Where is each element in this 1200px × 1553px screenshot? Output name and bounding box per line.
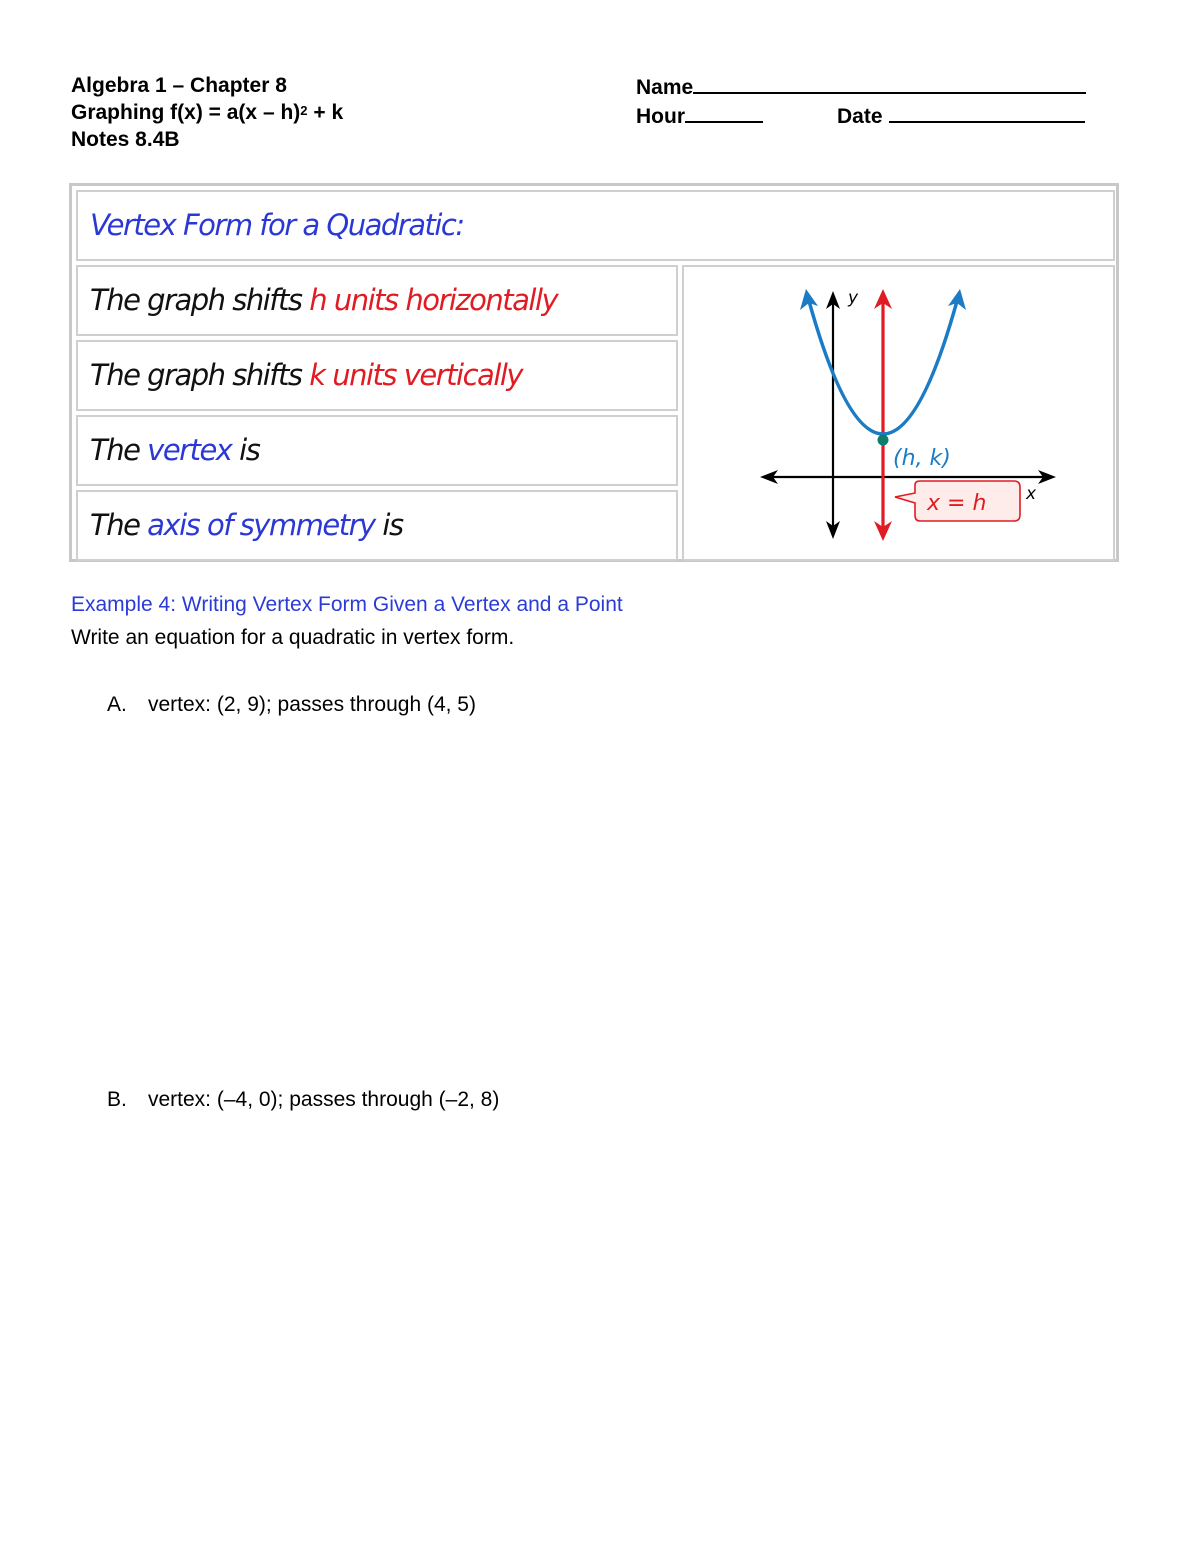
notes-row-vertex: The vertex is	[76, 415, 678, 486]
name-blank[interactable]	[693, 72, 1086, 94]
date-blank[interactable]	[889, 101, 1085, 123]
name-row	[636, 72, 1086, 101]
notes-id: Notes 8.4B	[71, 128, 180, 151]
graph-cell	[682, 265, 1115, 561]
problem-letter: B.	[107, 1088, 127, 1111]
notes-title-cell	[76, 190, 1115, 261]
vertex-form-notes-table	[69, 183, 1119, 562]
example-instruction: Write an equation for a quadratic in vertex form.	[71, 626, 515, 649]
notes-title: Vertex Form for a Quadratic:	[90, 208, 464, 242]
axis-of-symmetry-label: x = h	[927, 491, 987, 516]
course-title: Algebra 1 – Chapter 8	[71, 74, 287, 97]
name-label: Name	[636, 76, 694, 99]
hour-label: Hour	[636, 105, 685, 128]
vertex-point	[878, 435, 889, 446]
hour-date-row	[636, 101, 1086, 130]
y-axis-label: y	[848, 288, 859, 308]
problem-text: vertex: (2, 9); passes through (4, 5)	[148, 693, 476, 716]
problem-text: vertex: (–4, 0); passes through (–2, 8)	[148, 1088, 500, 1111]
vertex-form-graph	[684, 267, 1113, 559]
axis-label-callout	[895, 481, 1020, 521]
problem-letter: A.	[107, 693, 127, 716]
highlight-vertical: k units vertically	[309, 358, 523, 392]
highlight-vertex: vertex	[147, 433, 232, 467]
problem-a	[107, 693, 476, 717]
problem-b	[107, 1088, 499, 1112]
vertex-label: (h, k)	[893, 446, 951, 471]
student-info	[636, 72, 1086, 130]
x-axis-label: x	[1026, 484, 1037, 504]
date-label: Date	[837, 105, 883, 128]
highlight-horizontal: h units horizontally	[309, 283, 558, 317]
notes-row-vertical: The graph shifts k units vertically	[76, 340, 678, 411]
example-title: Example 4: Writing Vertex Form Given a Vertex and a Point	[71, 593, 623, 616]
worksheet-header	[71, 72, 343, 153]
notes-row-axis: The axis of symmetry is	[76, 490, 678, 561]
notes-row-horizontal: The graph shifts h units horizontally	[76, 265, 678, 336]
topic-title: Graphing f(x) = a(x – h)$^2$ + k	[71, 101, 344, 124]
highlight-axis: axis of symmetry	[147, 508, 375, 542]
hour-blank[interactable]	[685, 101, 763, 123]
